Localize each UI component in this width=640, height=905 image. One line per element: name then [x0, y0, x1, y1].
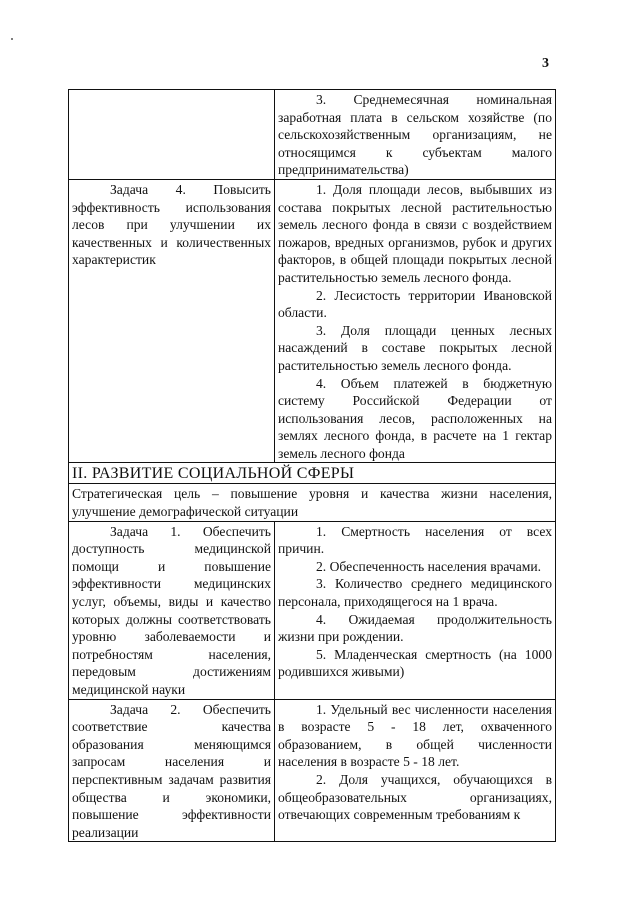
indicator-item: 2. Доля учащихся, обучающихся в общеобразовательных организациях, отвечающих современным требованиям к: [278, 771, 552, 823]
task-cell: [69, 699, 275, 842]
section-title: II. РАЗВИТИЕ СОЦИАЛЬНОЙ СФЕРЫ: [69, 463, 556, 484]
indicator-item: 2. Обеспеченность населения врачами.: [316, 558, 542, 574]
indicators-cell: [275, 90, 556, 180]
indicator-item: 1. Смертность населения от всех причин.: [278, 523, 552, 557]
section-header-row: [69, 463, 556, 484]
indicator-item: 3. Доля площади ценных лесных насаждений в составе покрытых лесной растительностью земель лесного фонда.: [278, 322, 552, 373]
task-cell: [69, 521, 275, 699]
task-cell: [69, 179, 275, 463]
table-row: [69, 521, 556, 699]
indicator-item: 4. Объем платежей в бюджетную систему Российской Федерации от использования лесов, расположенных на землях лесного фонда, в расчете на 1 гектар земель лесного фонда: [278, 375, 552, 461]
indicators-cell: [275, 699, 556, 842]
task-text: Задача 2. Обеспечить соответствие качества образования меняющимся запросам населения и перспективным задачам развития общества и экономики, повышение эффективности реализации: [72, 701, 271, 840]
indicator-item: 4. Ожидаемая продолжительность жизни при рождении.: [278, 611, 552, 645]
indicators-cell: [275, 521, 556, 699]
indicator-item: 3. Количество среднего медицинского персонала, приходящегося на 1 врача.: [278, 576, 552, 610]
indicators-cell: [275, 179, 556, 463]
strategic-goal: Стратегическая цель – повышение уровня и качества жизни населения, улучшение демографической ситуации: [69, 484, 556, 521]
task-text: Задача 4. Повысить эффективность использования лесов при улучшении их качественных и количественных характеристик: [72, 181, 271, 268]
task-cell: [69, 90, 275, 180]
indicator-item: 3. Среднемесячная номинальная заработная плата в сельском хозяйстве (по сельскохозяйственным организациям, не относящимся к субъектам малого предпринимательства): [278, 92, 552, 178]
table-row: [69, 699, 556, 842]
indicator-item: 1. Удельный вес численности населения в возрасте 5 - 18 лет, охваченного образованием, в общей численности населения в возрасте 5 - 18 лет.: [278, 701, 552, 770]
indicator-item: 1. Доля площади лесов, выбывших из состава покрытых лесной растительностью земель лесного фонда в связи с воздействием пожаров, вредных организмов, рубок и других факторов, в общей площади покрытых лесной растительностью земель лесного фонда.: [278, 181, 552, 285]
strategic-goal-row: [69, 484, 556, 521]
indicator-item: 5. Младенческая смертность (на 1000 родившихся живыми): [278, 646, 552, 680]
program-table: [68, 89, 556, 842]
table-row: [69, 90, 556, 180]
indicator-item: 2. Лесистость территории Ивановской области.: [278, 287, 552, 321]
table-row: [69, 179, 556, 463]
scan-speck: [11, 38, 13, 40]
task-text: Задача 1. Обеспечить доступность медицинской помощи и повышение эффективности медицинских услуг, объемы, виды и качество которых должны соответствовать уровню заболеваемости и потребностям населения, передовым достижениям медицинской науки: [72, 523, 271, 697]
page-number: 3: [542, 56, 549, 71]
